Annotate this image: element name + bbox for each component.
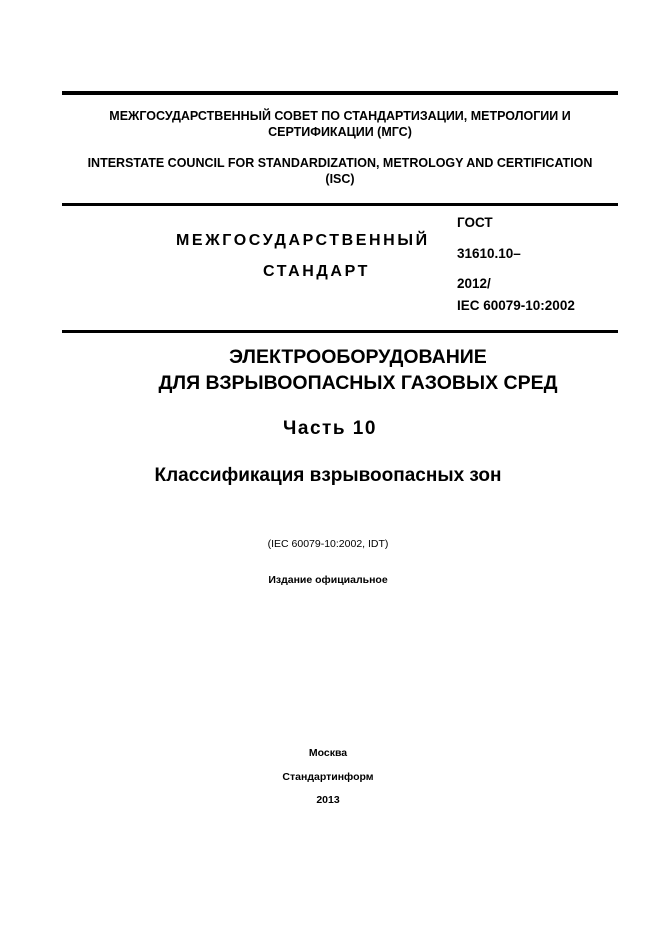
council-ru-line1: МЕЖГОСУДАРСТВЕННЫЙ СОВЕТ ПО СТАНДАРТИЗАЦИИ, МЕТРОЛОГИИ И — [109, 109, 571, 123]
gost-number-line1: ГОСТ — [457, 215, 493, 230]
iec-reference: (IEC 60079-10:2002, IDT) — [267, 538, 389, 550]
council-en-line1: INTERSTATE COUNCIL FOR STANDARDIZATION, METROLOGY AND CERTIFICATION — [87, 156, 593, 170]
imprint-city: Москва — [308, 747, 348, 759]
title-line1: ЭЛЕКТРООБОРУДОВАНИЕ — [229, 346, 487, 368]
bottom-rule — [62, 330, 618, 333]
gost-number-line4: IEC 60079-10:2002 — [457, 298, 575, 313]
document-subtitle: Классификация взрывоопасных зон — [154, 465, 502, 486]
standard-type-line1: МЕЖГОСУДАРСТВЕННЫЙ — [176, 232, 430, 249]
part-number: Часть 10 — [283, 418, 377, 439]
standard-type-line2: СТАНДАРТ — [263, 263, 371, 280]
imprint-year: 2013 — [316, 794, 340, 806]
council-en-line2: (ISC) — [325, 172, 355, 186]
middle-rule — [62, 203, 618, 206]
title-line2: ДЛЯ ВЗРЫВООПАСНЫХ ГАЗОВЫХ СРЕД — [158, 372, 558, 394]
council-name-en — [62, 155, 618, 187]
gost-number-line2: 31610.10– — [457, 246, 521, 261]
imprint-publisher: Стандартинформ — [282, 771, 374, 783]
top-rule — [62, 91, 618, 95]
edition-note: Издание официальное — [268, 574, 388, 586]
council-name-ru — [62, 108, 618, 140]
gost-number-line3: 2012/ — [457, 276, 491, 291]
document-title — [80, 344, 636, 396]
council-ru-line2: СЕРТИФИКАЦИИ (МГС) — [268, 125, 412, 139]
